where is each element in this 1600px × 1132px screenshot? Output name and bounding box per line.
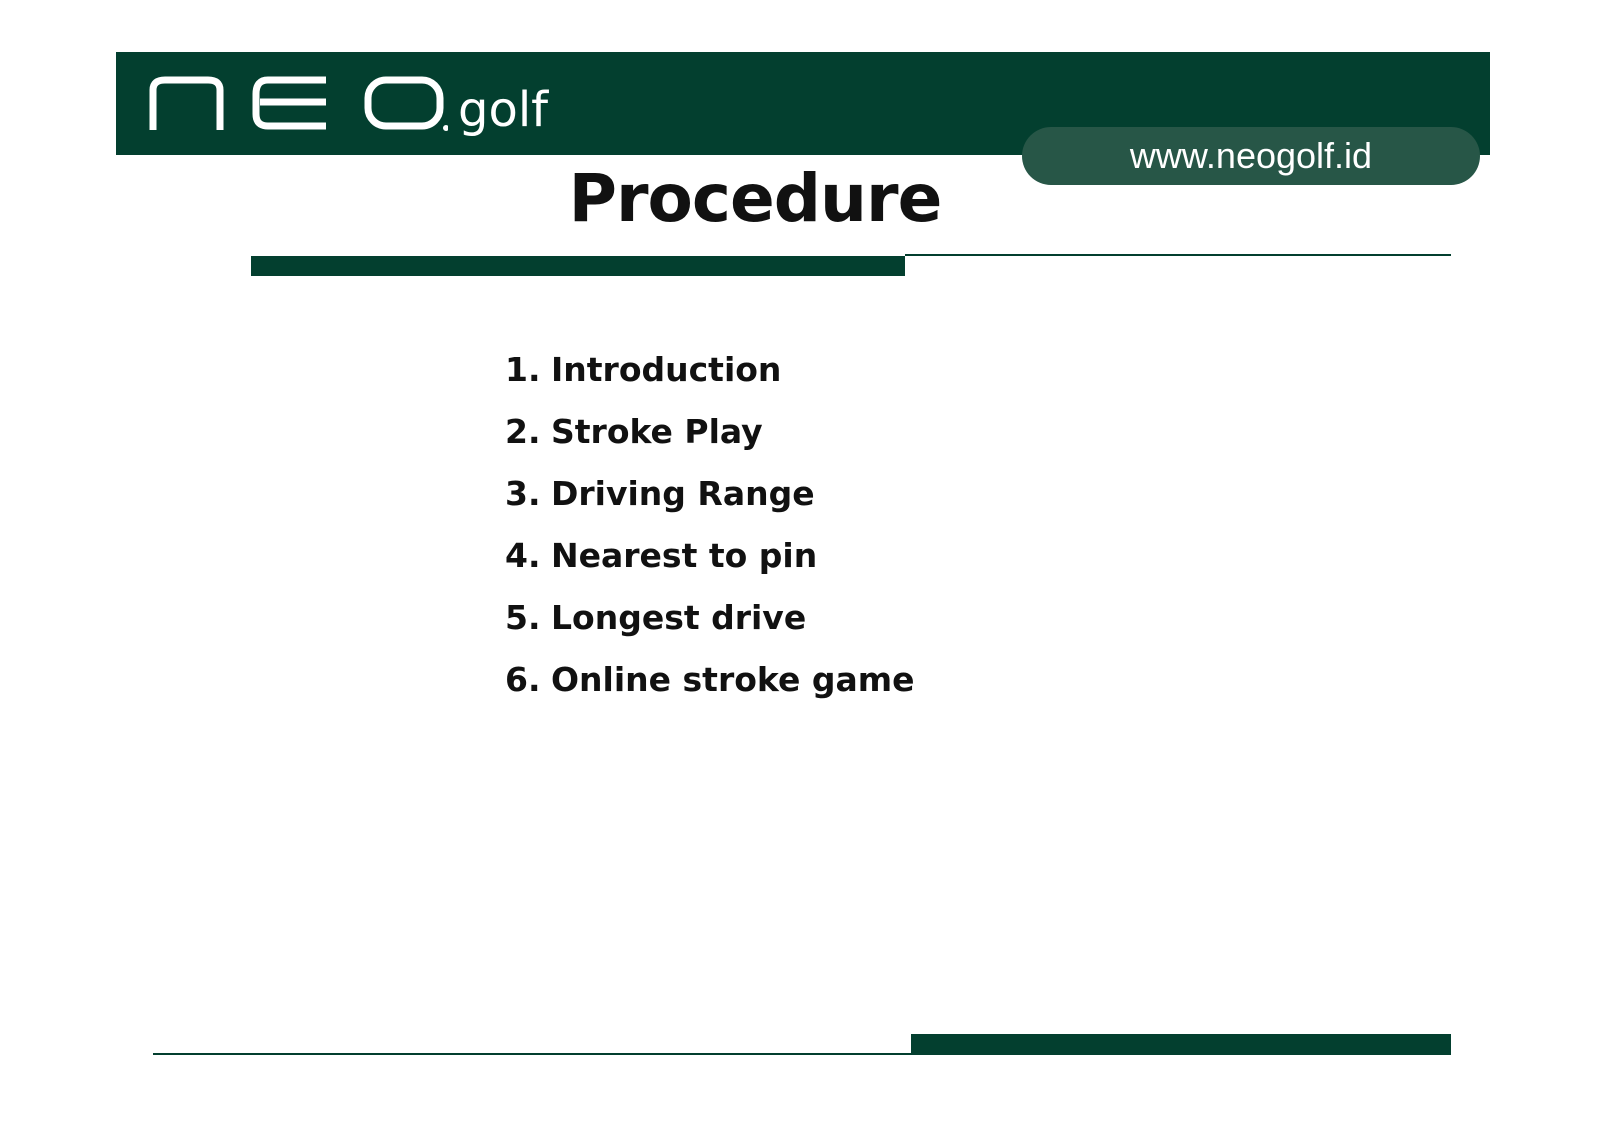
list-item-number: 2.: [505, 412, 541, 451]
list-item-label: Online stroke game: [551, 660, 915, 699]
list-item-label: Introduction: [551, 350, 782, 389]
list-item: [505, 350, 914, 412]
title-underline-thin: [905, 254, 1451, 256]
footer-line-thick: [911, 1034, 1451, 1055]
list-item: [505, 660, 914, 722]
list-item-label: Stroke Play: [551, 412, 763, 451]
title-underline-thick: [251, 256, 905, 276]
list-item: [505, 412, 914, 474]
list-item-label: Driving Range: [551, 474, 815, 513]
list-item-number: 5.: [505, 598, 541, 637]
website-url[interactable]: www.neogolf.id: [1129, 135, 1373, 176]
list-item-number: 6.: [505, 660, 541, 699]
neo-golf-logo: [148, 72, 598, 152]
neo-logo-mark-icon: [148, 72, 448, 152]
page-title: Procedure: [568, 160, 942, 237]
list-item: [505, 536, 914, 598]
list-item-number: 3.: [505, 474, 541, 513]
list-item-number: 1.: [505, 350, 541, 389]
list-item-number: 4.: [505, 536, 541, 575]
list-item-label: Longest drive: [551, 598, 807, 637]
procedure-list: [505, 350, 914, 722]
logo-golf-text: golf: [458, 82, 549, 138]
list-item: [505, 474, 914, 536]
list-item: [505, 598, 914, 660]
footer-line-thin: [153, 1053, 911, 1055]
list-item-label: Nearest to pin: [551, 536, 818, 575]
